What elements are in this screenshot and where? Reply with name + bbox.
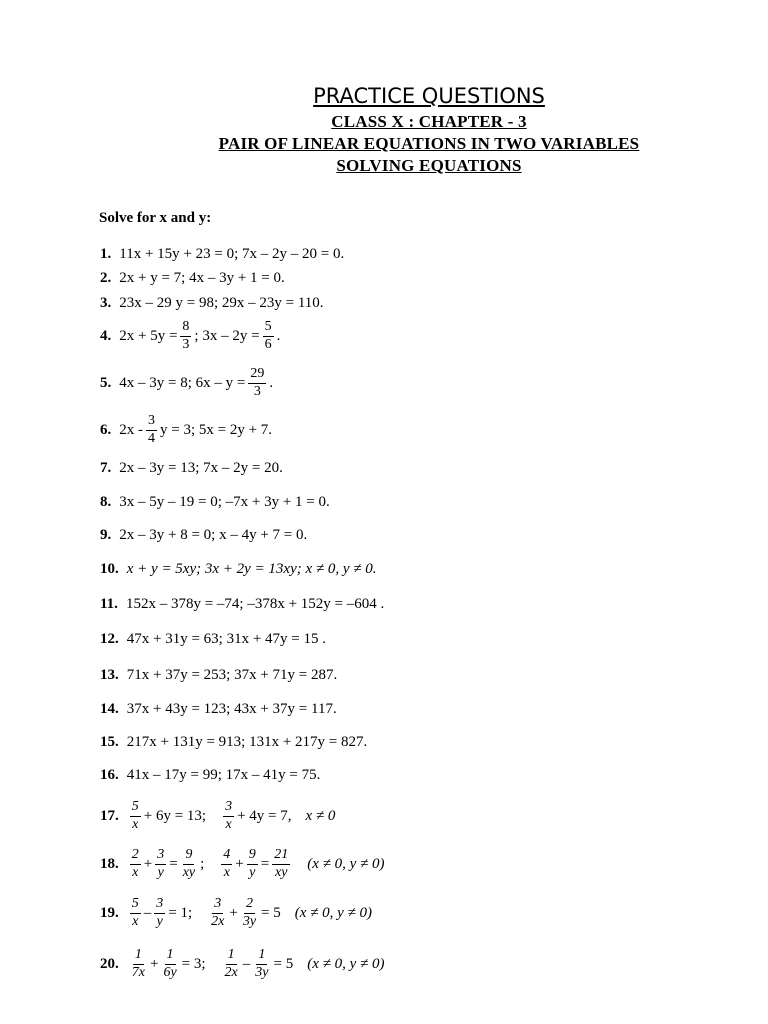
fraction: $\frac{2}{3y}$ (242, 896, 257, 929)
question-18: 18. $\frac{2}{x}$ + $\frac{3}{y}$ = $\frac{9}{xy}$ ; $\frac{4}{x}$ + $\frac{9}{y}$ = $\frac{21}{xy}$ (x ≠ 0, y ≠ 0) (100, 847, 385, 880)
instructions: Solve for x and y: (99, 210, 212, 226)
question-14: 14. 37x + 43y = 123; 43x + 37y = 117. (100, 701, 337, 717)
fraction: $\frac{4}{x}$ (223, 847, 231, 880)
question-3: 3. 23x – 29 y = 98; 29x – 23y = 110. (100, 295, 324, 311)
question-5: 5. 4x – 3y = 8; 6x – y = $\frac{29}{3}$ . (100, 366, 274, 399)
question-12: 12. 47x + 31y = 63; 31x + 47y = 15 . (100, 631, 327, 647)
question-7: 7. 2x – 3y = 13; 7x – 2y = 20. (100, 460, 283, 476)
question-8: 8. 3x – 5y – 19 = 0; –7x + 3y + 1 = 0. (100, 494, 330, 510)
question-11: 11. 152x – 378y = –74; –378x + 152y = –604 . (100, 596, 385, 612)
fraction: $\frac{3}{4}$ (148, 413, 155, 446)
fraction: $\frac{9}{y}$ (248, 847, 256, 880)
fraction: $\frac{1}{3y}$ (255, 947, 269, 980)
page-title: PRACTICE QUESTIONS (313, 84, 545, 108)
question-16: 16. 41x – 17y = 99; 17x – 41y = 75. (100, 767, 321, 783)
fraction: $\frac{3}{2x}$ (211, 896, 225, 929)
fraction: $\frac{8}{3}$ (182, 319, 190, 352)
question-13: 13. 71x + 37y = 253; 37x + 71y = 287. (100, 667, 338, 683)
topic-heading: SOLVING EQUATIONS (336, 156, 522, 175)
fraction: $\frac{1}{2x}$ (224, 947, 238, 980)
fraction: $\frac{5}{x}$ (131, 799, 139, 832)
question-9: 9. 2x – 3y + 8 = 0; x – 4y + 7 = 0. (100, 527, 308, 543)
fraction: $\frac{3}{x}$ (225, 799, 233, 832)
question-17: 17. $\frac{5}{x}$ + 6y = 13; $\frac{3}{x}$ + 4y = 7, x ≠ 0 (100, 799, 336, 832)
question-10: 10. x + y = 5xy; 3x + 2y = 13xy; x ≠ 0, y ≠ 0. (100, 561, 377, 577)
class-heading: CLASS X : CHAPTER - 3 (331, 112, 527, 131)
fraction: $\frac{29}{3}$ (250, 366, 265, 399)
question-6: 6. 2x - $\frac{3}{4}$ y = 3; 5x = 2y + 7. (100, 413, 273, 446)
fraction: $\frac{5}{x}$ (131, 896, 139, 929)
fraction: $\frac{1}{6y}$ (163, 947, 177, 980)
question-19: 19. $\frac{5}{x}$ – $\frac{3}{y}$ = 1; $\frac{3}{2x}$ + $\frac{2}{3y}$ = 5 (x ≠ 0, y ≠ 0) (100, 896, 373, 929)
fraction: $\frac{2}{x}$ (131, 847, 139, 880)
chapter-heading: PAIR OF LINEAR EQUATIONS IN TWO VARIABLES (218, 134, 640, 153)
fraction: $\frac{3}{y}$ (157, 847, 165, 880)
question-20: 20. $\frac{1}{7x}$ + $\frac{1}{6y}$ = 3; $\frac{1}{2x}$ – $\frac{1}{3y}$ = 5 (x ≠ 0, y ≠ 0) (100, 947, 385, 980)
fraction: $\frac{5}{6}$ (264, 319, 272, 352)
fraction: $\frac{3}{y}$ (156, 896, 164, 929)
fraction: $\frac{21}{xy}$ (274, 847, 289, 880)
question-1: 1. 11x + 15y + 23 = 0; 7x – 2y – 20 = 0. (100, 246, 345, 262)
question-4: 4. 2x + 5y = $\frac{8}{3}$ ; 3x – 2y = $\frac{5}{6}$ . (100, 319, 281, 352)
question-2: 2. 2x + y = 7; 4x – 3y + 1 = 0. (100, 270, 285, 286)
question-15: 15. 217x + 131y = 913; 131x + 217y = 827. (100, 734, 368, 750)
fraction: $\frac{1}{7x}$ (131, 947, 145, 980)
fraction: $\frac{9}{xy}$ (182, 847, 196, 880)
